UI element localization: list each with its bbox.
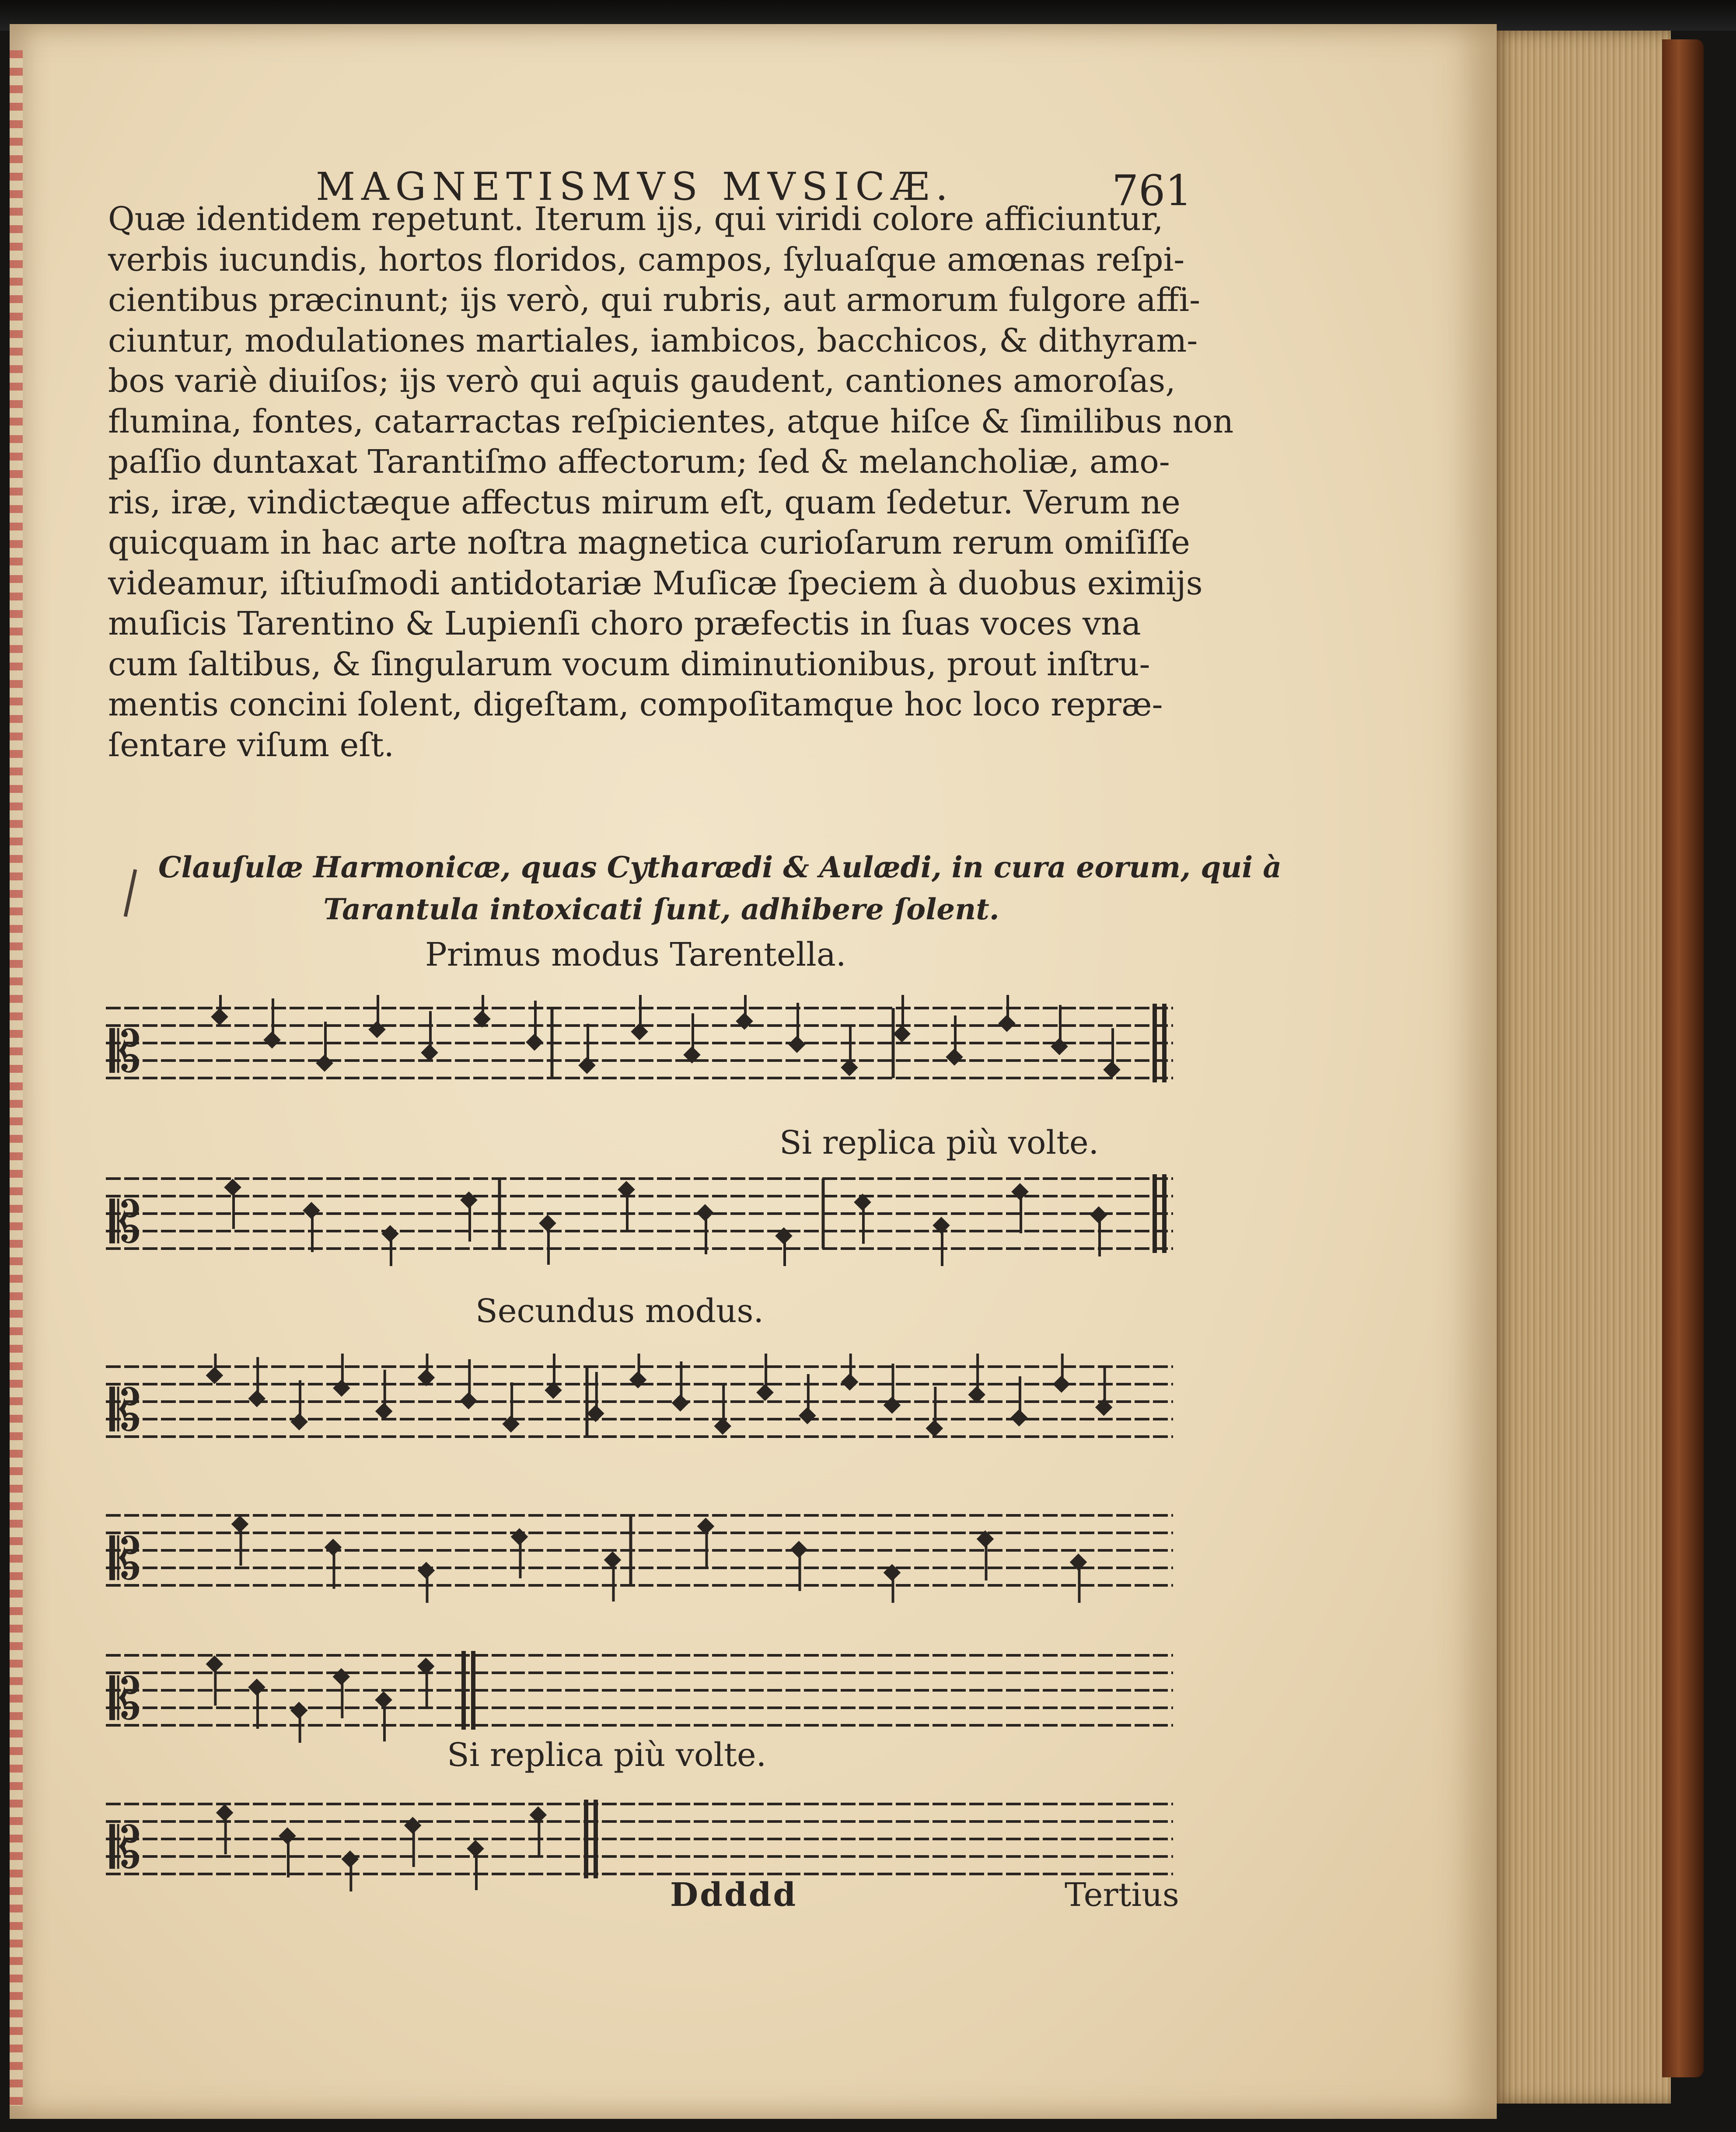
staff-graphic [106, 1642, 1177, 1743]
music-section-title: Primus modus Tarentella. [425, 936, 846, 974]
figure-caption [158, 846, 1282, 930]
catchword: Tertius [1065, 1876, 1179, 1914]
repeat-instruction: Si replica più volte. [779, 1124, 1099, 1162]
music-staff [106, 1354, 1177, 1454]
note-mark [884, 1564, 901, 1603]
note-mark [1070, 1553, 1087, 1603]
text-line: muſicis Tarentino & Lupienſi choro præfectis in ſuas voces vna [108, 605, 1141, 642]
note-mark [211, 995, 228, 1026]
note-mark [977, 1530, 994, 1581]
note-mark [539, 1214, 556, 1265]
note-mark [618, 1181, 635, 1231]
note-mark [1053, 1354, 1070, 1393]
note-mark [325, 1539, 342, 1589]
note-mark [1011, 1183, 1029, 1233]
note-mark [1103, 1028, 1121, 1078]
note-mark [316, 1022, 333, 1072]
note-mark [290, 1702, 308, 1743]
note-mark [502, 1382, 520, 1433]
note-mark [968, 1354, 985, 1403]
text-line: mentis concini ſolent, digeſtam, compoſitamque hoc loco repræ- [108, 686, 1163, 723]
note-mark [1051, 1005, 1068, 1055]
note-mark [460, 1191, 478, 1242]
text-line: flumina, fontes, catarractas reſpicientes, atque hiſce & ſimilibus non [108, 402, 1234, 440]
note-mark [893, 995, 911, 1043]
clef-icon: 𝄡 [109, 1019, 141, 1085]
music-staff [106, 1791, 1177, 1891]
margin-pen-mark [124, 869, 137, 917]
note-mark [926, 1387, 943, 1437]
note-mark [381, 1225, 399, 1266]
note-mark [375, 1370, 393, 1420]
note-mark [216, 1804, 234, 1854]
clef-icon: 𝄡 [109, 1666, 141, 1732]
clef-icon: 𝄡 [109, 1526, 141, 1592]
repeat-instruction: Si replica più volte. [447, 1736, 767, 1774]
note-mark [263, 998, 281, 1049]
note-mark [333, 1354, 350, 1397]
text-line: quicquam in hac arte noſtra magnetica curioſarum rerum omiſiſſe [108, 524, 1190, 562]
note-mark [578, 1024, 596, 1074]
note-mark [696, 1204, 714, 1254]
gutter-stitching [10, 50, 23, 2106]
note-mark [467, 1840, 484, 1890]
note-mark [545, 1354, 562, 1399]
note-mark [697, 1518, 715, 1568]
note-mark [841, 1026, 858, 1076]
note-mark [418, 1562, 435, 1603]
note-mark [303, 1202, 320, 1252]
note-mark [683, 1013, 701, 1064]
note-mark [206, 1655, 224, 1706]
note-mark [854, 1193, 871, 1244]
note-mark [279, 1827, 296, 1877]
staff-graphic [106, 1791, 1177, 1891]
music-staff [106, 995, 1177, 1096]
clef-icon: 𝄡 [109, 1377, 141, 1444]
note-mark [775, 1227, 793, 1266]
note-mark [368, 995, 386, 1038]
note-mark [788, 1003, 806, 1053]
staff-graphic [106, 1354, 1177, 1454]
text-line: verbis iucundis, hortos floridos, campos, ſyluaſque amœnas reſpi- [108, 241, 1185, 279]
caption-line: Clauſulæ Harmonicæ, quas Cytharædi & Aulædi, in cura eorum, qui à [158, 850, 1282, 884]
text-line: ris, iræ, vindictæque affectus mirum eſt, quam ſedetur. Verum ne [108, 483, 1181, 521]
staff-graphic [106, 995, 1177, 1096]
note-mark [756, 1354, 774, 1401]
note-mark [342, 1850, 359, 1891]
note-mark [375, 1691, 392, 1741]
note-mark [933, 1217, 950, 1266]
note-mark [206, 1354, 224, 1384]
text-line: ciuntur, modulationes martiales, iambicos, bacchicos, & dithyram- [108, 321, 1198, 359]
text-line: Quæ identidem repetunt. Iterum ijs, qui viridi colore afficiuntur, [108, 200, 1163, 238]
note-mark [418, 1354, 435, 1386]
note-mark [587, 1372, 604, 1422]
page-number: 761 [1112, 166, 1192, 215]
note-mark [417, 1657, 435, 1708]
note-mark [333, 1668, 350, 1718]
note-mark [672, 1361, 689, 1412]
page-block-edges [1487, 31, 1671, 2104]
body-paragraph [108, 199, 1234, 765]
clef-icon: 𝄡 [109, 1814, 141, 1881]
note-mark [248, 1357, 265, 1407]
music-section-title: Secundus modus. [475, 1292, 764, 1330]
note-mark [790, 1541, 808, 1591]
staff-graphic [106, 1165, 1177, 1266]
note-mark [290, 1380, 308, 1431]
book-page [10, 24, 1497, 2119]
note-mark [248, 1678, 265, 1729]
music-staff [106, 1165, 1177, 1266]
text-line: bos variè diuiſos; ijs verò qui aquis gaudent, cantiones amoroſas, [108, 362, 1176, 400]
text-line: paſſio duntaxat Tarantiſmo affectorum; ſed & melancholiæ, amo- [108, 443, 1170, 481]
music-staff [106, 1502, 1177, 1603]
staff-graphic [106, 1502, 1177, 1603]
music-staff [106, 1642, 1177, 1743]
note-mark [511, 1528, 528, 1578]
caption-line: Tarantula intoxicati ſunt, adhibere ſolent. [323, 892, 999, 926]
text-line: videamur, iſtiuſmodi antidotariæ Muſicæ ſpeciem à duobus eximijs [108, 564, 1203, 602]
running-title: MAGNETISMVS MVSICÆ. [316, 164, 954, 209]
note-mark [714, 1385, 731, 1435]
note-mark [604, 1551, 622, 1602]
text-line: cientibus præcinunt; ijs verò, qui rubris, aut armorum fulgore affi- [108, 281, 1201, 319]
note-mark [231, 1515, 249, 1566]
text-line: ſentare viſum eſt. [108, 726, 395, 764]
note-mark [473, 995, 491, 1028]
note-mark [224, 1179, 241, 1229]
leather-cover-edge [1662, 39, 1704, 2077]
clef-icon: 𝄡 [109, 1189, 141, 1256]
note-mark [1095, 1366, 1113, 1416]
note-mark [404, 1817, 422, 1867]
text-line: cum ſaltibus, & ſingularum vocum diminutionibus, prout inſtru- [108, 645, 1150, 683]
signature-mark: Ddddd [670, 1876, 798, 1914]
note-mark [946, 1015, 963, 1066]
note-mark [421, 1011, 438, 1061]
note-mark [530, 1806, 547, 1856]
note-mark [884, 1364, 901, 1414]
note-mark [631, 995, 648, 1040]
note-mark [799, 1374, 816, 1424]
